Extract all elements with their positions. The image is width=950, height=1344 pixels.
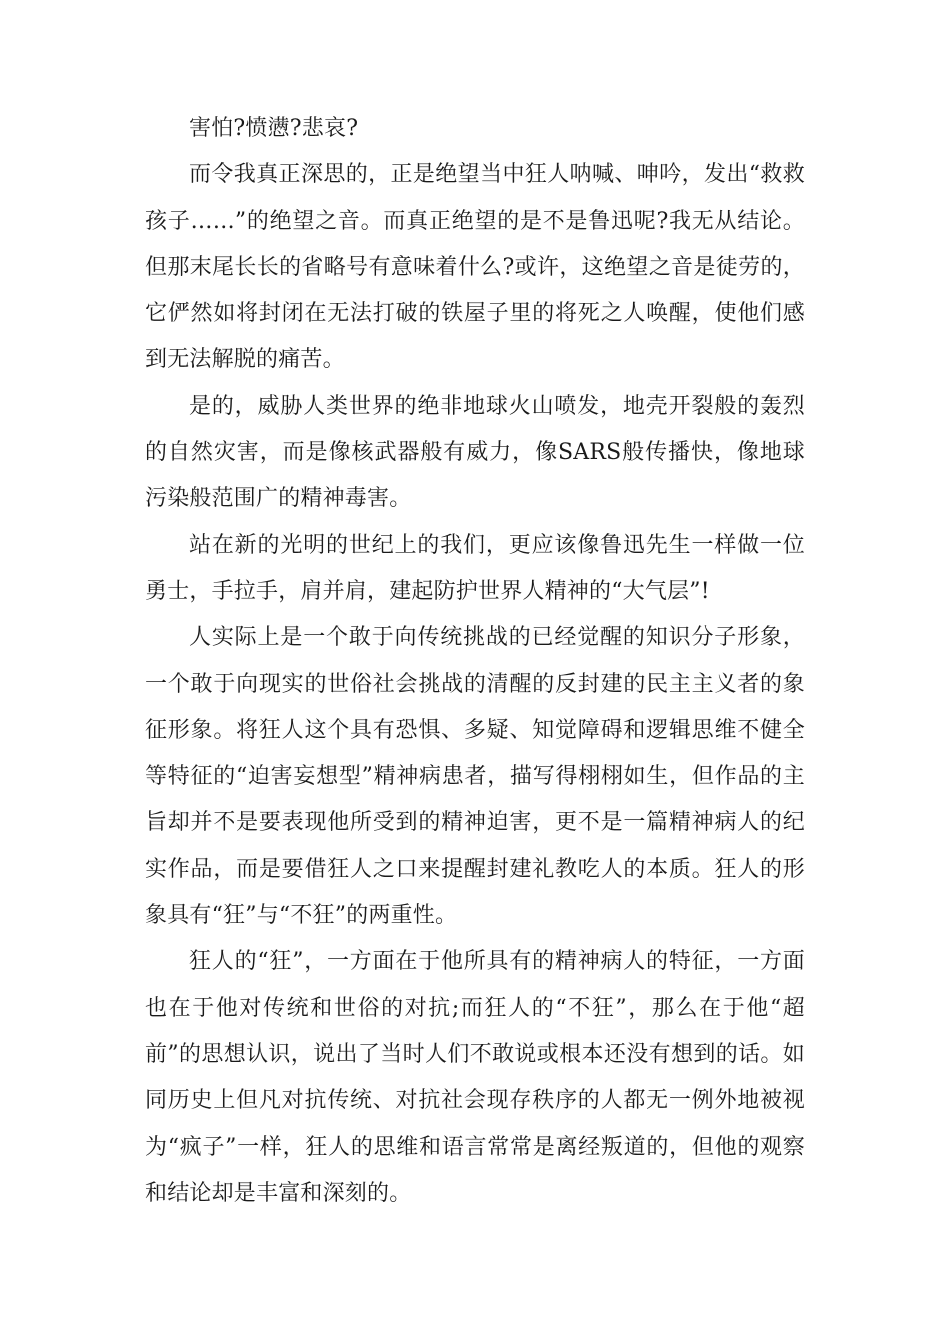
paragraph: 而令我真正深思的，正是绝望当中狂人呐喊、呻吟，发出“救救孩子……”的绝望之音。而真正绝望的是不是鲁迅呢?我无从结论。但那末尾长长的省略号有意味着什么?或许，这绝望之音是徒劳的，它俨然如将封闭在无法打破的铁屋子里的将死之人唤醒，使他们感到无法解脱的痛苦。 <box>145 162 805 373</box>
paragraph: 害怕?愤懑?悲哀? <box>189 116 359 141</box>
paragraph: 站在新的光明的世纪上的我们，更应该像鲁迅先生一样做一位勇士，手拉手，肩并肩，建起防护世界人精神的“大气层”! <box>145 532 805 604</box>
paragraph: 人实际上是一个敢于向传统挑战的已经觉醒的知识分子形象，一个敢于向现实的世俗社会挑战的清醒的反封建的民主主义者的象征形象。将狂人这个具有恐惧、多疑、知觉障碍和逻辑思维不健全等特征的“迫害妄想型”精神病患者，描写得栩栩如生，但作品的主旨却并不是要表现他所受到的精神迫害，更不是一篇精神病人的纪实作品，而是要借狂人之口来提醒封建礼教吃人的本质。狂人的形象具有“狂”与“不狂”的两重性。 <box>145 625 805 929</box>
document-body <box>145 106 805 1217</box>
paragraph: 狂人的“狂”，一方面在于他所具有的精神病人的特征，一方面也在于他对传统和世俗的对抗;而狂人的“不狂”，那么在于他“超前”的思想认识，说出了当时人们不敢说或根本还没有想到的话。如同历史上但凡对抗传统、对抗社会现存秩序的人都无一例外地被视为“疯子”一样，狂人的思维和语言常常是离经叛道的，但他的观察和结论却是丰富和深刻的。 <box>145 949 805 1206</box>
paragraph: 是的，威胁人类世界的绝非地球火山喷发，地壳开裂般的轰烈的自然灾害，而是像核武器般有威力，像SARS般传播快，像地球污染般范围广的精神毒害。 <box>145 393 805 512</box>
